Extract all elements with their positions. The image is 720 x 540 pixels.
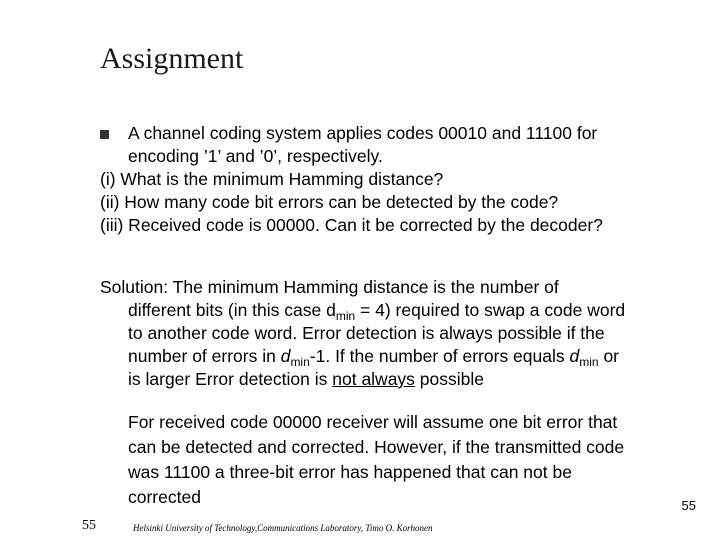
solution-text (100, 276, 705, 391)
subscript-min: min (579, 355, 599, 369)
question-2: (ii) How many code bit errors can be detected by the code? (100, 192, 559, 212)
received-line-1: For received code 00000 receiver will assume one bit error that (128, 412, 618, 432)
slide-title: Assignment (100, 42, 244, 75)
underlined-text: not always (332, 369, 415, 389)
solution-text-part: different bits (in this case d (128, 300, 336, 320)
solution-line-5 (100, 368, 705, 391)
subscript-min: min (335, 309, 356, 323)
page-number-left: 55 (82, 518, 96, 533)
solution-text-part: or (598, 346, 620, 366)
question-3: (iii) Received code is 00000. Can it be corrected by the decoder? (100, 215, 603, 235)
solution-text-part: is larger Error detection is (128, 369, 333, 389)
solution-text-part: = 4) required to swap a code word (355, 300, 626, 320)
italic-d: d (569, 346, 580, 366)
footer-text: Helsinki University of Technology,Communications Laboratory, Timo O. Korhonen (133, 523, 433, 533)
received-code-text (128, 410, 703, 510)
received-line-3: was 11100 a three-bit error has happened that can not be (128, 462, 572, 482)
square-bullet-icon (100, 130, 109, 139)
bullet-line-2: encoding ’1’ and ’0’, respectively. (128, 146, 383, 166)
solution-line-2 (100, 299, 705, 322)
assignment-text (100, 122, 700, 237)
page-number-right: 55 (681, 498, 696, 513)
received-line-4: corrected (128, 487, 201, 507)
bullet-line-1: A channel coding system applies codes 00010 and 11100 for (128, 123, 598, 143)
received-line-2: can be detected and corrected. However, if the transmitted code (128, 437, 625, 457)
solution-line-4 (100, 345, 705, 368)
bullet-item (100, 122, 700, 168)
solution-line-3: to another code word. Error detection is always possible if the (128, 323, 605, 343)
italic-d: d (280, 346, 291, 366)
solution-text-part: possible (414, 369, 485, 389)
solution-text-part: number of errors in (128, 346, 281, 366)
question-1: (i) What is the minimum Hamming distance? (100, 169, 444, 189)
solution-line-1: Solution: The minimum Hamming distance is the number of (100, 277, 559, 297)
solution-text-part: -1. If the number of errors equals (309, 346, 570, 366)
subscript-min: min (290, 355, 310, 369)
